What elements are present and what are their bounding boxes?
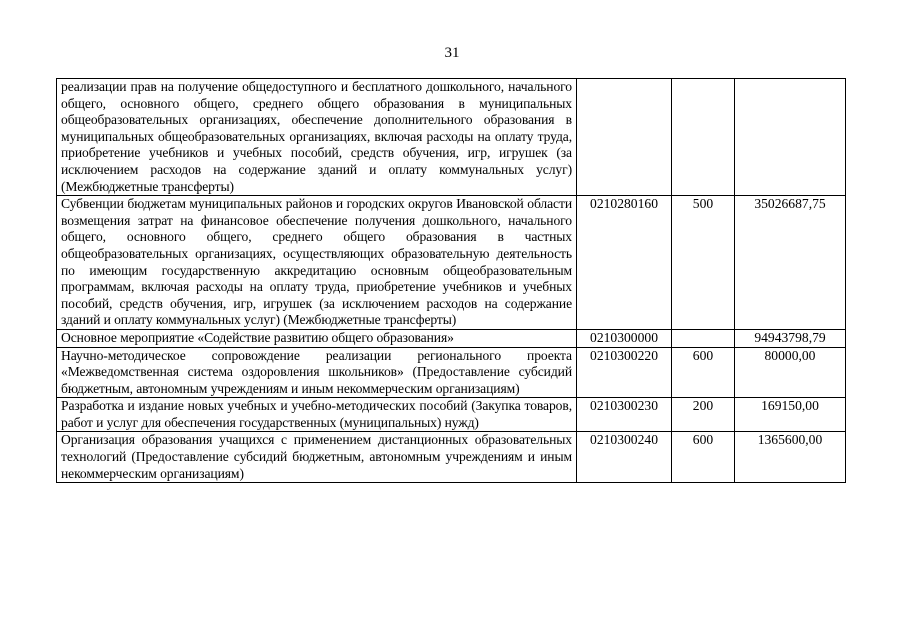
row-amount: 1365600,00 — [735, 432, 846, 483]
row-target-code: 0210300240 — [577, 432, 672, 483]
row-amount: 94943798,79 — [735, 329, 846, 347]
row-expense-type: 200 — [672, 398, 735, 432]
row-target-code: 0210280160 — [577, 196, 672, 330]
row-expense-type — [672, 79, 735, 196]
row-expense-type: 500 — [672, 196, 735, 330]
table-row — [57, 432, 846, 483]
table-row — [57, 196, 846, 330]
row-description: реализации прав на получение общедоступного и бесплатного дошкольного, начального общего, основного общего, среднего общего образования в муниципальных общеобразовательных организациях, обеспечение дополнительного образования в муниципальных общеобразовательных организациях, включая расходы на оплату труда, приобретение учебников и учебных пособий, средств обучения, игр, игрушек (за исключением расходов на содержание зданий и оплату коммунальных услуг) (Межбюджетные трансферты) — [57, 79, 577, 196]
page-number: 31 — [444, 45, 460, 61]
row-description: Разработка и издание новых учебных и учебно-методических пособий (Закупка товаров, работ и услуг для обеспечения государственных (муниципальных) нужд) — [57, 398, 577, 432]
row-target-code — [577, 79, 672, 196]
row-amount — [735, 79, 846, 196]
row-amount: 35026687,75 — [735, 196, 846, 330]
budget-table — [56, 78, 846, 483]
row-description: Организация образования учащихся с применением дистанционных образовательных технологий (Предоставление субсидий бюджетным, автономным учреждениям и иным некоммерческим организациям) — [57, 432, 577, 483]
table-row — [57, 347, 846, 398]
row-expense-type — [672, 329, 735, 347]
row-target-code: 0210300230 — [577, 398, 672, 432]
row-amount: 169150,00 — [735, 398, 846, 432]
row-description: Научно-методическое сопровождение реализации регионального проекта «Межведомственная система оздоровления школьников» (Предоставление субсидий бюджетным, автономным учреждениям и иным некоммерческим организациям) — [57, 347, 577, 398]
table-row — [57, 329, 846, 347]
row-description: Основное мероприятие «Содействие развитию общего образования» — [57, 329, 577, 347]
table-row — [57, 398, 846, 432]
row-amount: 80000,00 — [735, 347, 846, 398]
row-description: Субвенции бюджетам муниципальных районов и городских округов Ивановской области возмещения затрат на финансовое обеспечение получения дошкольного, начального общего, основного общего, среднего общего образования в частных общеобразовательных организациях, осуществляющих образовательную деятельность по имеющим государственную аккредитацию основным общеобразовательным программам, включая расходы на оплату труда, приобретение учебников и учебных пособий, средств обучения, игр, игрушек (за исключением расходов на содержание зданий и оплату коммунальных услуг) (Межбюджетные трансферты) — [57, 196, 577, 330]
row-expense-type: 600 — [672, 347, 735, 398]
table-row — [57, 79, 846, 196]
row-target-code: 0210300000 — [577, 329, 672, 347]
row-target-code: 0210300220 — [577, 347, 672, 398]
row-expense-type: 600 — [672, 432, 735, 483]
